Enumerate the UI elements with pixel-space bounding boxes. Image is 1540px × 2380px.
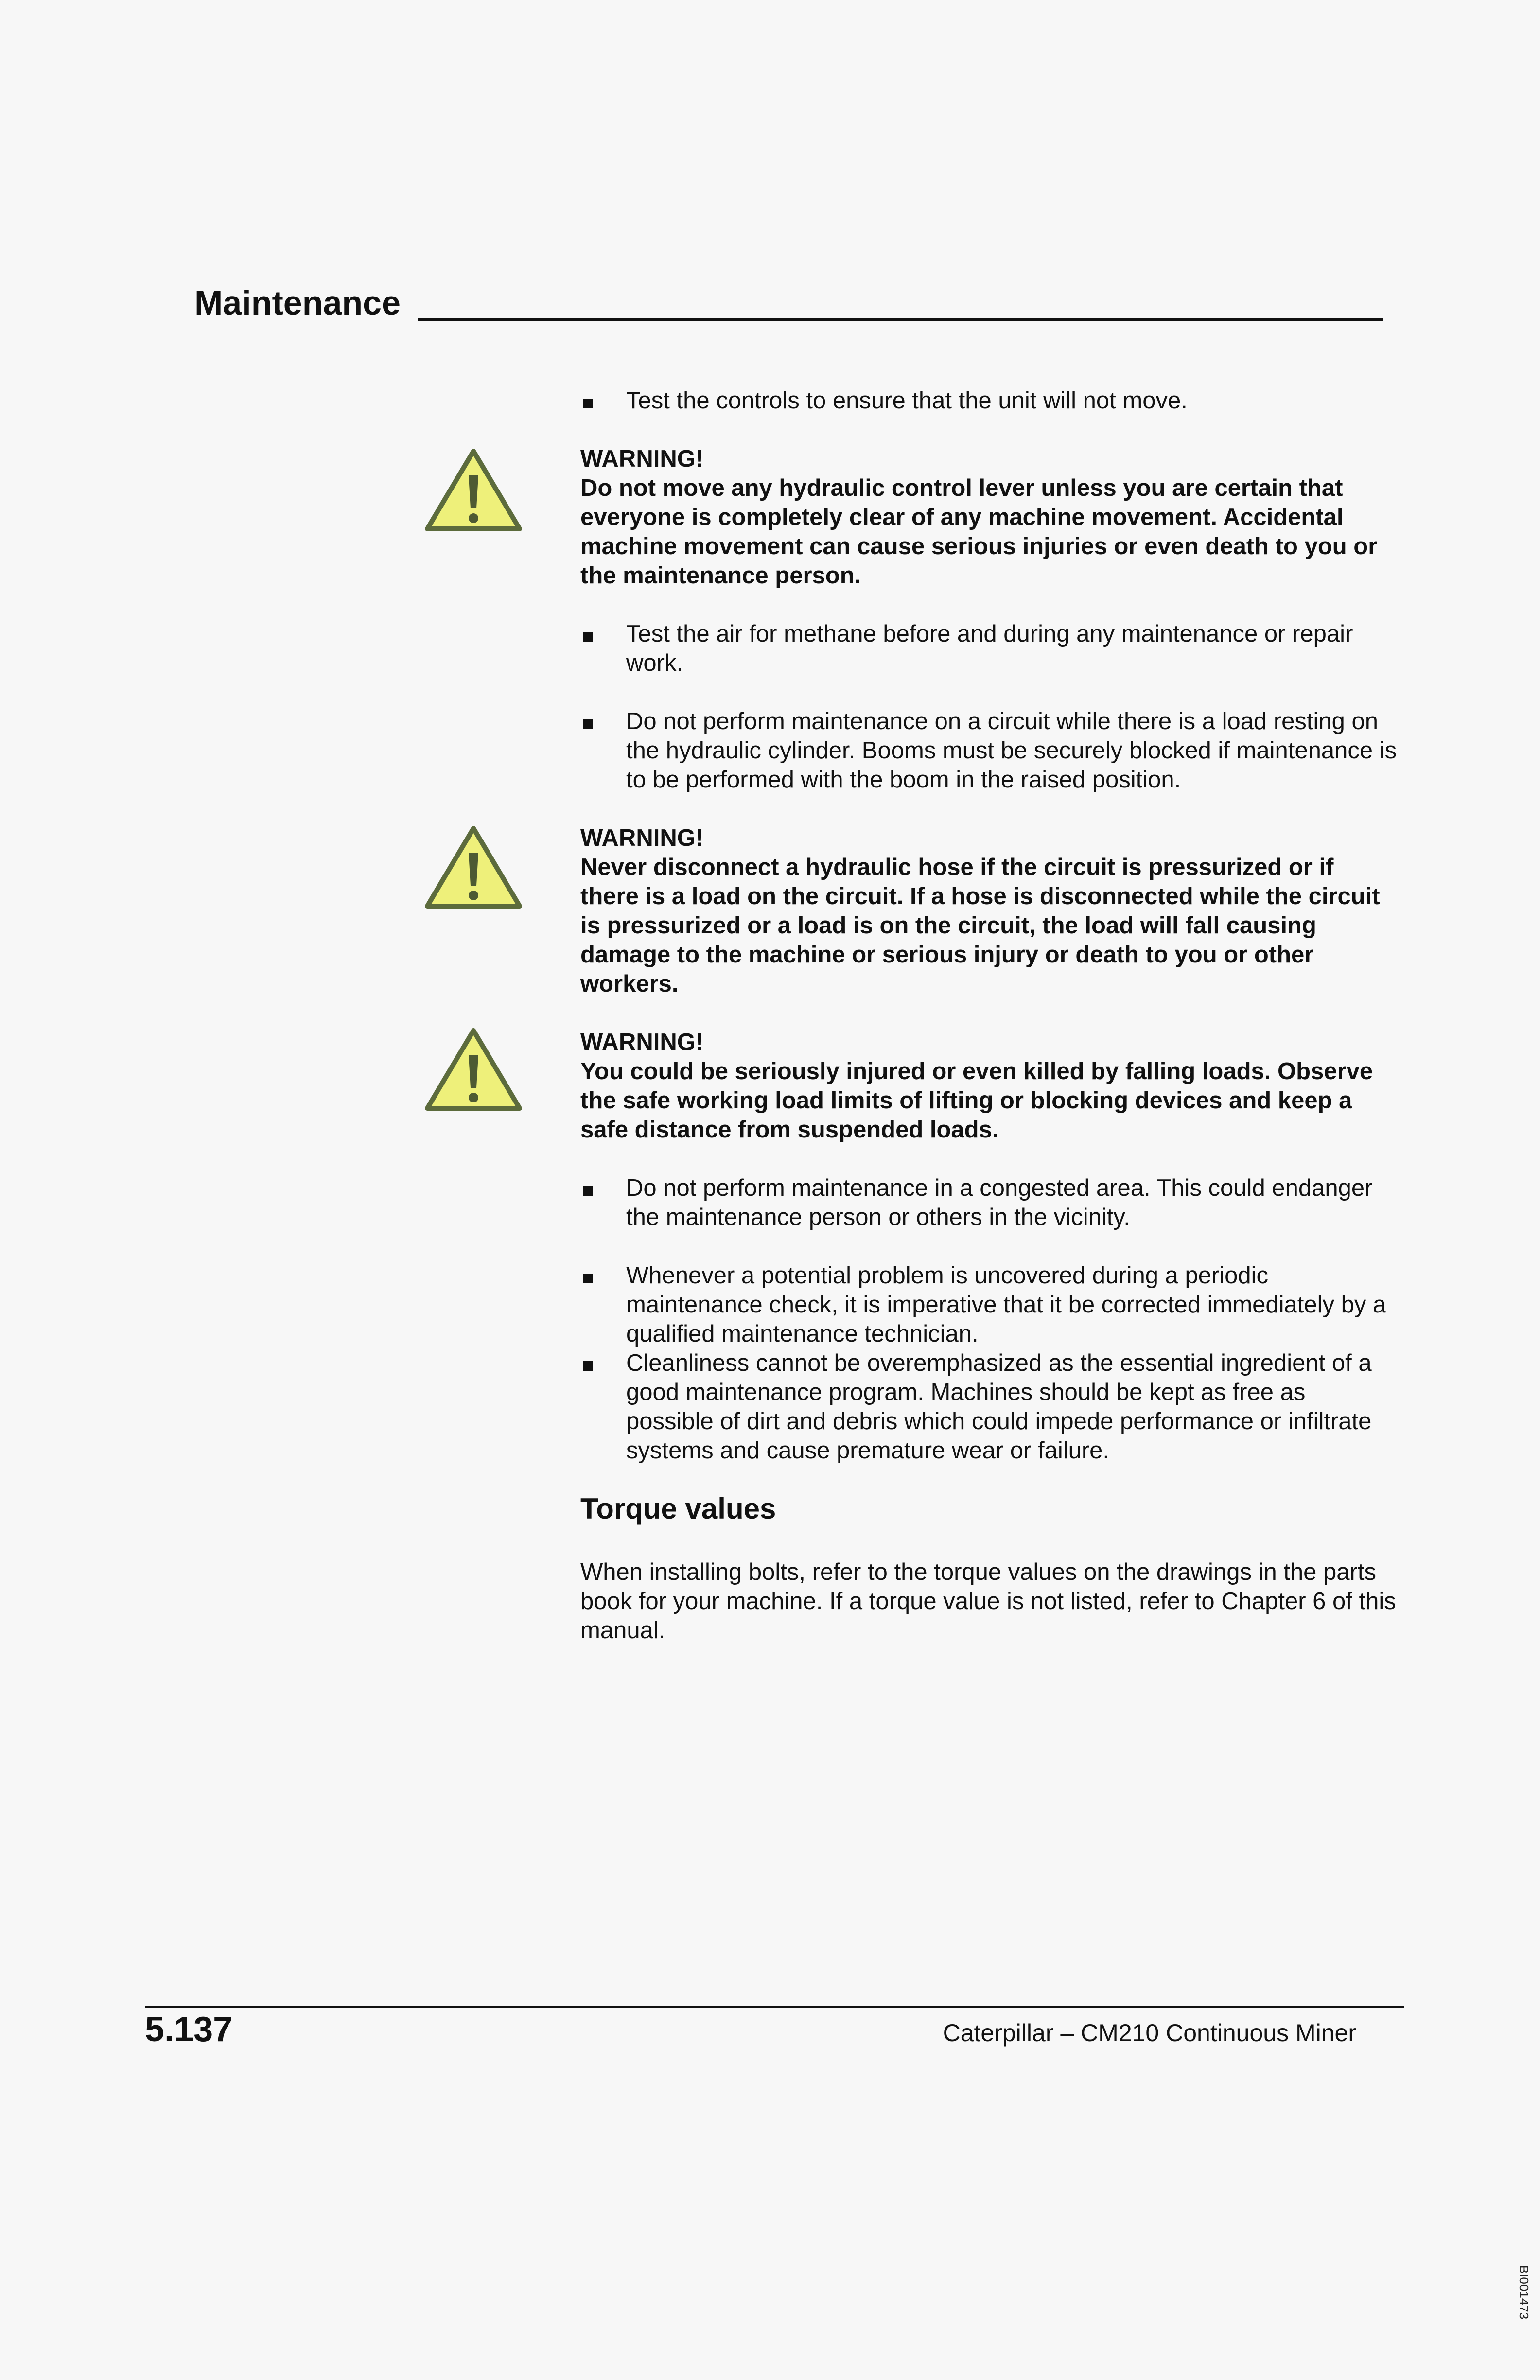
bullet-item: Test the controls to ensure that the unit will not move. [580,386,1397,415]
warning-triangle-icon [422,446,525,534]
bullet-item: Cleanliness cannot be overemphasized as the essential ingredient of a good maintenance program. Machines should be kept as free as possible of dirt and debris which could impede performance or infiltrate systems and cause premature wear or failure. [580,1348,1397,1465]
page-content [580,386,1397,1645]
bullet-item: Test the air for methane before and during any maintenance or repair work. [580,619,1397,678]
warning-triangle-icon [422,1026,525,1113]
warning-heading: WARNING! [580,1029,704,1055]
header-rule [418,318,1383,321]
bullet-item: Do not perform maintenance in a congested area. This could endanger the maintenance person or others in the vicinity. [580,1173,1397,1232]
footer-title: Caterpillar – CM210 Continuous Miner [943,2019,1356,2047]
paragraph: When installing bolts, refer to the torque values on the drawings in the parts book for your machine. If a torque value is not listed, refer to Chapter 6 of this manual. [580,1559,1396,1644]
bullet-item: Whenever a potential problem is uncovered during a periodic maintenance check, it is imperative that it be corrected immediately by a qualified maintenance technician. [580,1261,1397,1348]
warning-text: Never disconnect a hydraulic hose if the circuit is pressurized or if there is a load on the circuit. If a hose is disconnected while the circuit is pressurized or a load is on the circuit, the load will fall causing damage to the machine or serious injury or death to you or other workers. [580,854,1380,997]
warning-block [580,823,1397,998]
side-code-text: BI001473 [1517,2265,1532,2319]
side-code [1514,2265,1534,2319]
bullet-item: Do not perform maintenance on a circuit while there is a load resting on the hydraulic cylinder. Booms must be securely blocked if maintenance is to be performed with the boom in the raised position. [580,707,1397,794]
section-subheading: Torque values [580,1492,776,1525]
warning-text: Do not move any hydraulic control lever unless you are certain that everyone is completely clear of any machine movement. Accidental machine movement can cause serious injuries or even death to you or the maintenance person. [580,475,1378,589]
warning-text: You could be seriously injured or even killed by falling loads. Observe the safe working load limits of lifting or blocking devices and keep a safe distance from suspended loads. [580,1058,1373,1143]
footer-rule [145,2006,1404,2008]
warning-block [580,1028,1397,1144]
warning-triangle-icon [422,823,525,911]
section-title: Maintenance [194,284,401,322]
warning-block [580,444,1397,590]
warning-heading: WARNING! [580,825,704,851]
page-number: 5.137 [145,2010,233,2049]
warning-heading: WARNING! [580,446,704,472]
